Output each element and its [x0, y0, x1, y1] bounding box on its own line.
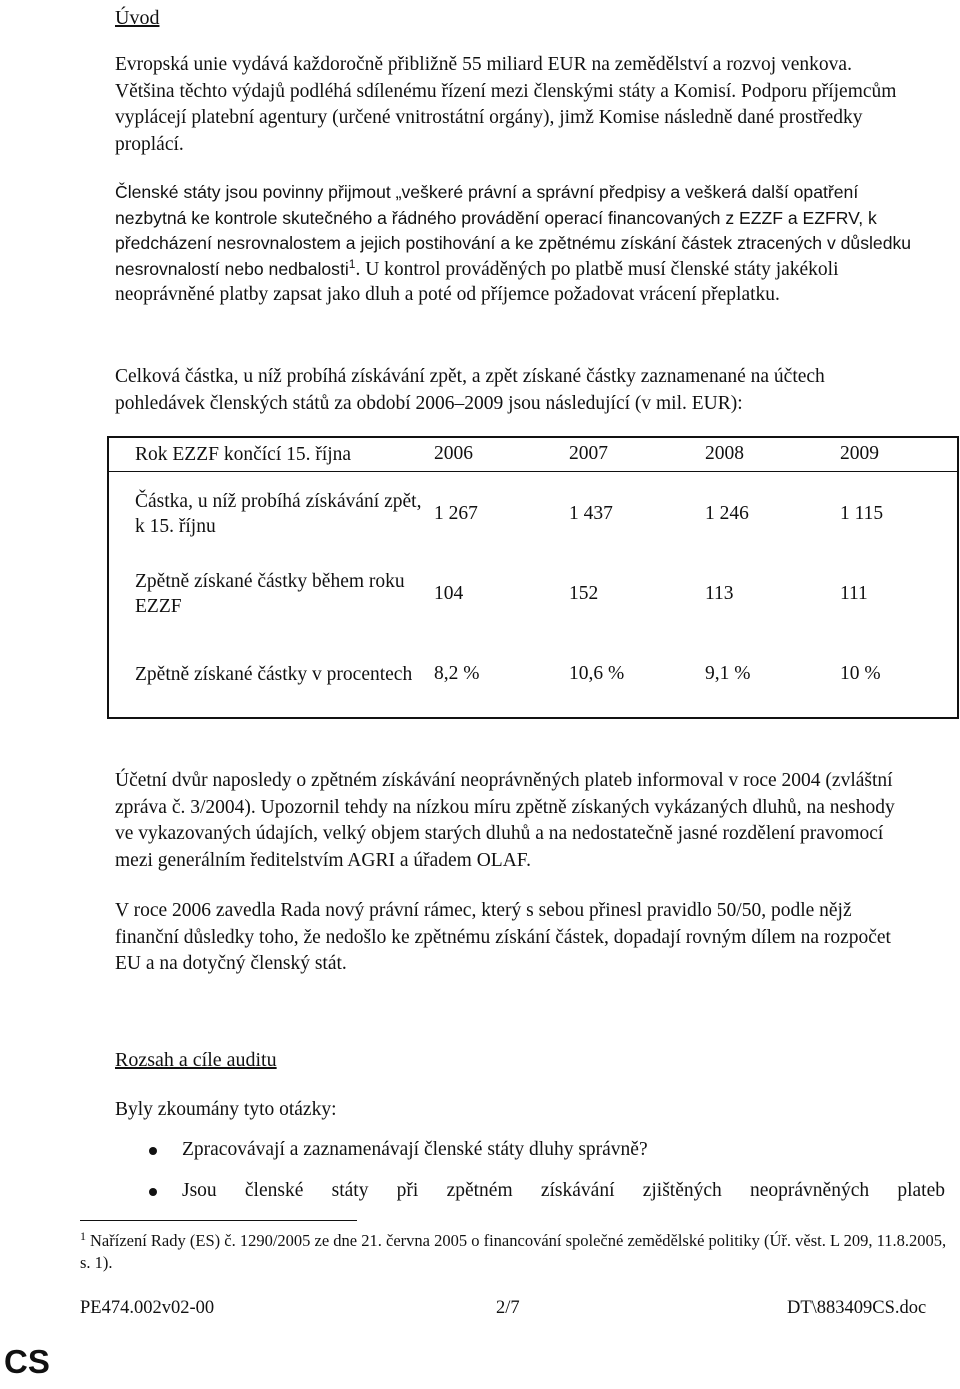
table-cell: 113 — [705, 582, 734, 604]
table-row-label: Částka, u níž probíhá získávání zpět, k 15. říjnu — [135, 490, 422, 537]
table-row — [108, 471, 958, 556]
table-cell: 1 437 — [569, 502, 613, 524]
footnote-number: 1 — [80, 1228, 86, 1243]
table-cell: 1 115 — [840, 502, 884, 524]
paragraph-court-report: Účetní dvůr naposledy o zpětném získávání neoprávněných plateb informoval v roce 2004 (zvláštní zpráva č. 3/2004). Upozornil tehdy na nízkou míru zpětně získaných vykázaných dluhů, na neshody ve vykazovaných údajích, velký objem starých dluhů a na nedostatečně jasné rozdělení pravomocí mezi generálním ředitelstvím AGRI a úřadem OLAF. — [115, 770, 895, 871]
word: zjištěných — [642, 1180, 722, 1201]
word: plateb — [897, 1180, 945, 1201]
table-year: 2008 — [705, 437, 840, 471]
question-text — [182, 1178, 945, 1204]
paragraph-member-states — [115, 180, 915, 308]
intro-heading: Úvod — [115, 7, 160, 29]
bullet-icon — [149, 1188, 157, 1196]
recovery-table — [107, 436, 959, 719]
table-header-label: Rok EZZF končící 15. října — [108, 437, 434, 471]
footnote — [80, 1230, 950, 1274]
word: členské — [244, 1180, 304, 1201]
table-row — [108, 556, 958, 631]
word: zpětném — [446, 1180, 513, 1201]
word: Jsou — [182, 1180, 217, 1201]
table-year: 2009 — [840, 437, 958, 471]
question-list — [115, 1137, 955, 1204]
language-code: CS — [4, 1343, 50, 1380]
table-year: 2006 — [434, 437, 569, 471]
table-cell: 111 — [840, 582, 868, 604]
table-row-label: Zpětně získané částky během roku EZZF — [135, 570, 405, 617]
footer-file-name: DT\883409CS.doc — [787, 1298, 927, 1318]
paragraph-questions-intro: Byly zkoumány tyto otázky: — [115, 1099, 337, 1120]
paragraph-legal-framework: V roce 2006 zavedla Rada nový právní rámec, který s sebou přinesl pravidlo 50/50, podle nějž finanční důsledky toho, že nedošlo ke zpětnému získání částek, dopadají rovným dílem na rozpočet EU a na dotyčný členský stát. — [115, 900, 891, 974]
paragraph-member-states-main: Členské státy jsou povinny přijmout „veškeré právní a správní předpisy a veškerá další opatření nezbytná ke kontrole skutečného a řádného provádění operací financovaných z EZZF a EZFRV, k předcházení nesrovnalostem a jejich postihování a ke zpětnému získání částek ztracených v důsledku nesrovnalostí nebo nedbalosti — [115, 182, 912, 279]
scope-heading: Rozsah a cíle auditu — [115, 1049, 277, 1071]
footer-doc-ref: PE474.002v02-00 — [80, 1298, 215, 1318]
paragraph-table-intro: Celková částka, u níž probíhá získávání zpět, a zpět získané částky zaznamenané na účtech pohledávek členských států za období 2006–2009 jsou následující (v mil. EUR): — [115, 366, 825, 414]
footnote-text: Nařízení Rady (ES) č. 1290/2005 ze dne 21. června 2005 o financování společné zemědělské politiky (Úř. věst. L 209, 11.8.2005, s. 1). — [80, 1231, 947, 1272]
paragraph-intro: Evropská unie vydává každoročně přibližně 55 miliard EUR na zemědělství a rozvoj venkova. Většina těchto výdajů podléhá sdílenému řízení mezi členskými státy a Komisí. Podporu příjemcům vyplácejí platební agentury (určené vnitrostátní orgány), jimž Komise následně dané prostředky proplácí. — [115, 54, 897, 155]
list-item — [115, 1137, 955, 1163]
table-year: 2007 — [569, 437, 705, 471]
word: státy — [331, 1180, 369, 1201]
footnote-divider — [80, 1220, 357, 1221]
question-text: Zpracovávají a zaznamenávají členské státy dluhy správně? — [182, 1139, 648, 1160]
table-cell: 10 % — [840, 663, 881, 685]
table-cell: 8,2 % — [434, 663, 480, 685]
word: získávání — [540, 1180, 615, 1201]
footer-page-number: 2/7 — [496, 1298, 520, 1318]
table-row-label: Zpětně získané částky v procentech — [135, 663, 413, 685]
list-item — [115, 1178, 955, 1204]
word: neoprávněných — [749, 1180, 870, 1201]
table-row — [108, 632, 958, 718]
table-cell: 10,6 % — [569, 663, 625, 685]
table-header-row — [108, 437, 958, 471]
table-cell: 104 — [434, 582, 464, 604]
footnote-reference[interactable]: 1 — [348, 256, 356, 271]
bullet-icon — [149, 1147, 157, 1155]
paragraph-member-states-tail: . U kontrol prováděných po platbě musí členské státy jakékoli neoprávněné platby zapsat jako dluh a poté od příjemce požadovat vrácení přeplatku. — [115, 258, 839, 306]
table-cell: 9,1 % — [705, 663, 751, 685]
table-cell: 152 — [569, 582, 599, 604]
table-cell: 1 267 — [434, 502, 478, 524]
table-cell: 1 246 — [705, 502, 749, 524]
word: při — [396, 1180, 419, 1201]
